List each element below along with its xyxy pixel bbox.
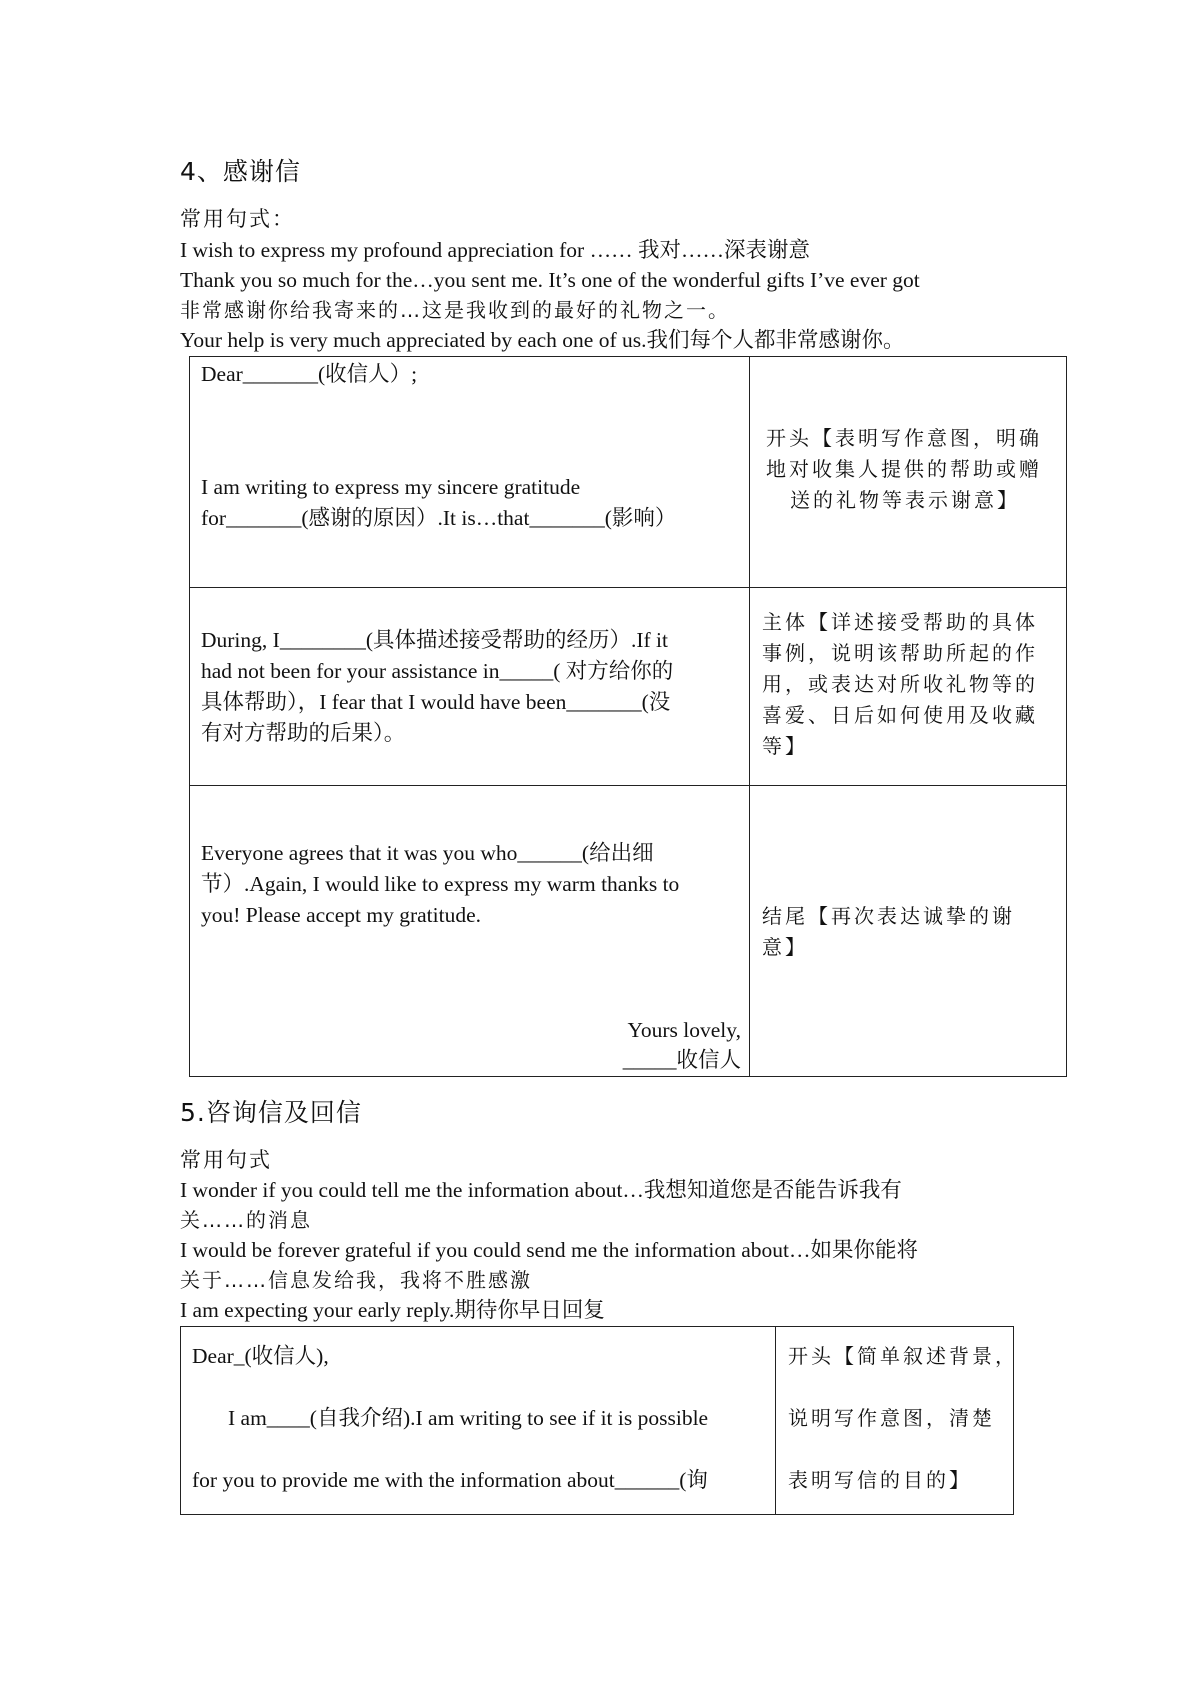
template-cell-closing-right — [750, 786, 1067, 1077]
section-4-common-label: 常用句式： — [180, 207, 295, 231]
template-cell-body-left — [190, 588, 750, 786]
template-cell-opening-left — [190, 357, 750, 588]
inquiry-dear-line: Dear_(收信人), — [192, 1344, 329, 1368]
closing-note-line-1: 结尾【再次表达诚挚的谢 — [762, 904, 1015, 928]
section-5-common-label: 常用句式 — [180, 1148, 272, 1172]
body-note-line-4: 喜爱、日后如何使用及收藏 — [762, 703, 1038, 727]
inquiry-letter-template-table — [180, 1326, 1018, 1515]
inquiry-body-line-2: for you to provide me with the information about______(询 — [192, 1468, 708, 1492]
section-4-title: 4、感谢信 — [180, 157, 301, 186]
section-5-title: 5.咨询信及回信 — [180, 1098, 362, 1127]
body-line-3: 具体帮助），I fear that I would have been_______(没 — [201, 690, 671, 714]
section-5-line-3: I would be forever grateful if you could send me the information about…如果你能将 — [180, 1238, 918, 1262]
body-note-line-2: 事例，说明该帮助所起的作 — [762, 641, 1038, 665]
section-5-line-4: 关于……信息发给我，我将不胜感激 — [180, 1268, 532, 1292]
template-cell-closing-left — [190, 786, 750, 1077]
template-row-closing — [190, 786, 1067, 1077]
closing-salutation: Yours lovely, — [627, 1018, 741, 1042]
body-line-1: During, I________(具体描述接受帮助的经历）.If it — [201, 628, 668, 652]
opening-note-line-1: 开头【表明写作意图，明确 — [766, 426, 1042, 450]
closing-line-2: 节）.Again, I would like to express my warm thanks to — [201, 872, 680, 896]
section-5-line-1: I wonder if you could tell me the information about…我想知道您是否能告诉我有 — [180, 1178, 902, 1202]
template-row-opening — [190, 357, 1067, 588]
inquiry-note-line-2: 说明写作意图，清楚 — [788, 1406, 995, 1430]
inquiry-body-line-1: I am____(自我介绍).I am writing to see if it is possible — [228, 1406, 709, 1430]
opening-note-line-2: 地对收集人提供的帮助或赠 — [766, 457, 1042, 481]
template-cell-body-right — [750, 588, 1067, 786]
template-row-body — [190, 588, 1067, 786]
section-4-line-4: Your help is very much appreciated by each one of us.我们每个人都非常感谢你。 — [180, 328, 905, 352]
inquiry-cell-left — [181, 1327, 776, 1515]
closing-note-line-2: 意】 — [762, 935, 808, 959]
inquiry-note-line-3: 表明写信的目的】 — [788, 1468, 972, 1492]
section-5-line-2: 关……的消息 — [180, 1208, 312, 1232]
section-5-line-5: I am expecting your early reply.期待你早日回复 — [180, 1298, 605, 1322]
opening-note-line-3: 送的礼物等表示谢意】 — [790, 488, 1020, 512]
section-4-line-3: 非常感谢你给我寄来的…这是我收到的最好的礼物之一。 — [180, 298, 730, 322]
body-line-4: 有对方帮助的后果）。 — [201, 721, 406, 746]
section-4-line-1: I wish to express my profound appreciation for …… 我对……深表谢意 — [180, 238, 810, 262]
thank-you-letter-template-table — [189, 356, 1067, 1077]
template-cell-opening-right — [750, 357, 1067, 588]
body-line-2: had not been for your assistance in_____( 对方给你的 — [201, 659, 674, 683]
inquiry-note-line-1: 开头【简单叙述背景， — [788, 1344, 1018, 1368]
body-note-line-3: 用，或表达对所收礼物等的 — [762, 672, 1038, 696]
inquiry-cell-right — [776, 1327, 1018, 1515]
closing-line-3: you! Please accept my gratitude. — [201, 903, 481, 927]
section-4-line-2: Thank you so much for the…you sent me. It’s one of the wonderful gifts I’ve ever got — [180, 268, 920, 292]
body-note-line-1: 主体【详述接受帮助的具体 — [762, 610, 1038, 634]
opening-body-line-2: for_______(感谢的原因）.It is…that_______(影响） — [201, 506, 677, 530]
body-note-line-5: 等】 — [762, 734, 808, 758]
dear-line: Dear_______(收信人）; — [201, 362, 418, 386]
closing-signature: _____收信人 — [622, 1048, 741, 1072]
inquiry-template-row — [181, 1327, 1014, 1515]
opening-body-line-1: I am writing to express my sincere gratitude — [201, 475, 581, 499]
closing-line-1: Everyone agrees that it was you who______(给出细 — [201, 841, 654, 865]
